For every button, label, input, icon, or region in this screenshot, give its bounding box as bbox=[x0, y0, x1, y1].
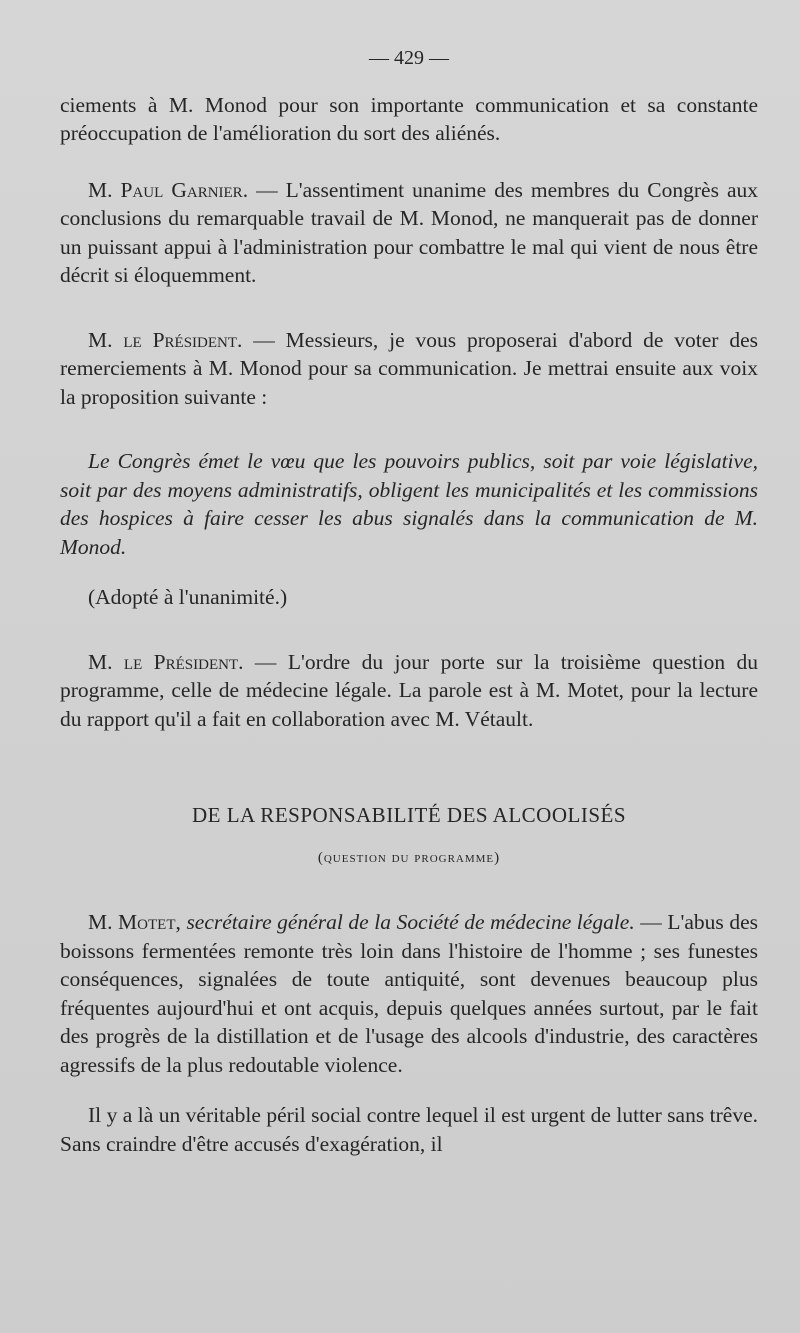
paragraph-text: — L'ordre du jour porte sur la troisième question du programme, celle de médecine légale. La parole est à M. Motet, pour la lecture du rapport qu'il a fait en collaboration avec M. Vétault. bbox=[60, 649, 758, 731]
paragraph-text: ciements à M. Monod pour son importante communication et sa constante préoccupation de l'amélioration du sort des aliénés. bbox=[60, 92, 758, 145]
section-subtitle: (question du programme) bbox=[317, 849, 501, 866]
speaker-name: M. le Président. bbox=[88, 327, 243, 352]
resolution-text: Le Congrès émet le vœu que les pouvoirs publics, soit par voie législative, soit par des moyens administratifs, obligent les municipalités et les commissions des hospices à faire cesser les abus signalés dans la communication de M. Monod. bbox=[60, 449, 758, 559]
text-column bbox=[60, 44, 758, 1158]
page-number: — 429 — bbox=[369, 47, 449, 69]
speaker-name: M. Motet, bbox=[88, 910, 181, 934]
speaker-role: secrétaire général de la Société de médecine légale. bbox=[180, 910, 635, 934]
paragraph-garnier bbox=[60, 176, 758, 290]
paragraph-president-2 bbox=[60, 648, 758, 734]
paragraph-president-1 bbox=[60, 326, 758, 412]
paragraph-peril: Il y a là un véritable péril social contre lequel il est urgent de lutter sans trêve. Sans craindre d'être accusés d'exagération, il bbox=[60, 1103, 758, 1156]
speaker-name: M. le Président. bbox=[88, 649, 244, 674]
adoption-note: (Adopté à l'unanimité.) bbox=[88, 585, 288, 609]
paragraph-continuation bbox=[60, 91, 758, 148]
paragraph-text: — L'abus des boissons fermentées remonte très loin dans l'histoire de l'homme ; ses funestes conséquences, signalées de toute antiquité, sont devenues beaucoup plus fréquentes aujourd'hui et ont acquis, depuis quelques années surtout, par le fait des progrès de la distillation et de l'usage des alcools d'industrie, des caractères agressifs de la plus redoutable violence. bbox=[60, 910, 758, 1077]
paragraph-motet bbox=[60, 908, 758, 1079]
paragraph-text: — Messieurs, je vous proposerai d'abord de voter des remerciements à M. Monod pour sa communication. Je mettrai ensuite aux voix la proposition suivante : bbox=[60, 327, 758, 409]
speaker-name: M. Paul Garnier. bbox=[88, 177, 249, 202]
paragraph-text: — L'assentiment unanime des membres du Congrès aux conclusions du remarquable travail de M. Monod, ne manquerait pas de donner un puissant appui à l'administration pour combattre le mal qui vient de nous être décrit si éloquemment. bbox=[60, 177, 759, 287]
section-title: DE LA RESPONSABILITÉ DES ALCOOLISÉS bbox=[191, 803, 627, 827]
